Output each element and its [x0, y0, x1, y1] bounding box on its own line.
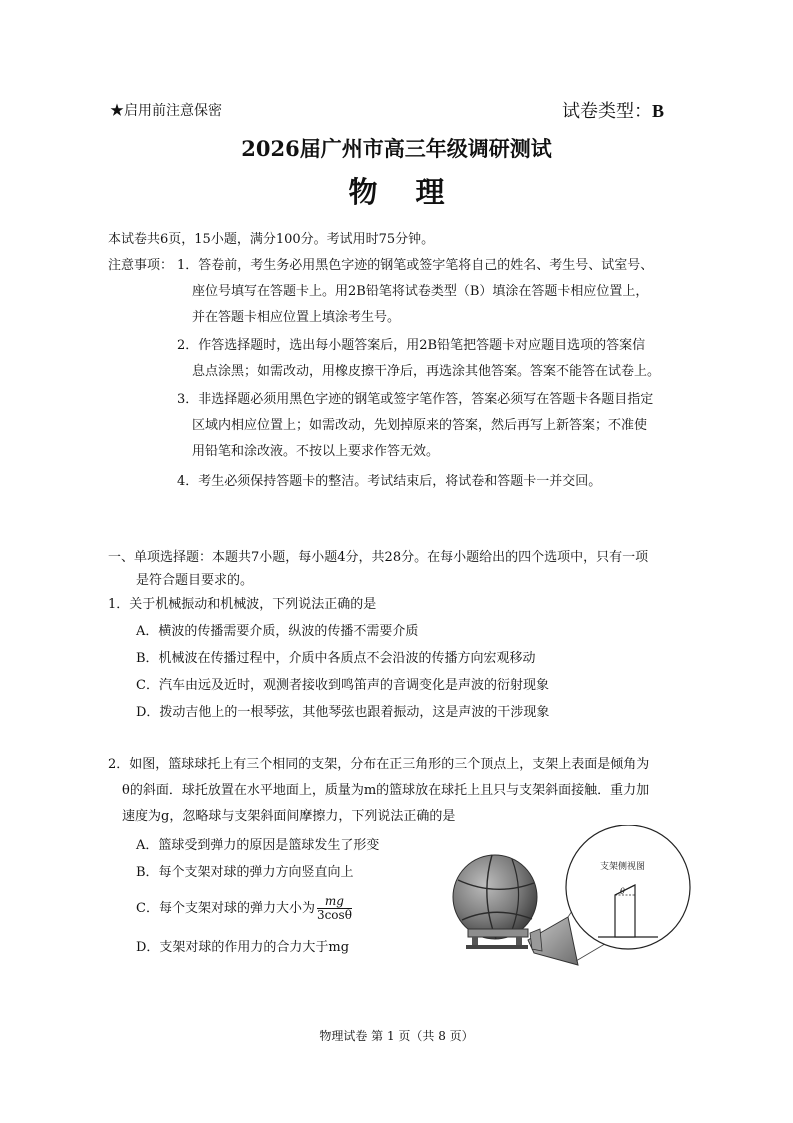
q1-option-d: D．拨动吉他上的一根琴弦，其他琴弦也跟着振动，这是声波的干涉现象	[136, 705, 550, 720]
note-line: 区域内相应位置上；如需改动，先划掉原来的答案，然后再写上新答案；不准使	[192, 418, 648, 433]
question-2-stem: θ的斜面．球托放置在水平地面上，质量为m的篮球放在球托上且只与支架斜面接触．重力加	[122, 783, 650, 798]
figure-svg	[450, 825, 700, 975]
paper-type-value: B	[652, 101, 665, 121]
exam-intro: 本试卷共6页，15小题，满分100分。考试用时75分钟。	[108, 232, 435, 247]
note-line: 4．考生必须保持答题卡的整洁。考试结束后，将试卷和答题卡一并交回。	[177, 474, 602, 489]
note-line: 3．非选择题必须用黑色字迹的钢笔或签字笔作答，答案必须写在答题卡各题目指定	[177, 392, 654, 407]
force-fraction	[317, 895, 352, 922]
paper-type-label: 试卷类型：	[562, 101, 652, 122]
paper-type	[562, 97, 664, 123]
note-line: 用铅笔和涂改液。不按以上要求作答无效。	[192, 444, 440, 459]
q1-option-c: C．汽车由远及近时，观测者接收到鸣笛声的音调变化是声波的衍射现象	[136, 678, 549, 693]
note-line: 并在答题卡相应位置上填涂考生号。	[192, 310, 401, 325]
subject-title: 物理	[348, 175, 483, 209]
exam-title: 2026届广州市高三年级调研测试	[241, 136, 552, 161]
note-line: 1．答卷前，考生务必用黑色字迹的钢笔或签字笔将自己的姓名、考生号、试室号、	[177, 258, 654, 273]
question-2-stem: 速度为g，忽略球与支架斜面间摩擦力，下列说法正确的是	[122, 809, 456, 824]
q1-option-a: A．横波的传播需要介质，纵波的传播不需要介质	[136, 624, 419, 639]
page-footer: 物理试卷 第 1 页（共 8 页）	[319, 1029, 474, 1043]
fraction-numerator: mg	[317, 895, 352, 909]
note-line: 2．作答选择题时，选出每小题答案后，用2B铅笔把答题卡对应题目选项的答案信	[177, 338, 646, 353]
basketball-stand-figure	[450, 825, 700, 979]
q2-option-b: B．每个支架对球的弹力方向竖直向上	[136, 865, 354, 880]
section-heading-cont: 是符合题目要求的。	[136, 573, 254, 588]
theta-label: θ	[620, 887, 625, 896]
side-view-callout	[566, 825, 690, 949]
figure-caption: 支架侧视图	[600, 862, 646, 872]
notes-label: 注意事项：	[108, 258, 174, 273]
question-1-stem: 1．关于机械振动和机械波，下列说法正确的是	[108, 597, 377, 612]
q2-option-c-text: C．每个支架对球的弹力大小为	[136, 901, 315, 916]
note-line: 座位号填写在答题卡上。用2B铅笔将试卷类型（B）填涂在答题卡相应位置上，	[192, 284, 649, 299]
question-2-stem: 2．如图，篮球球托上有三个相同的支架，分布在正三角形的三个顶点上，支架上表面是倾角为	[108, 757, 650, 772]
q1-option-b: B．机械波在传播过程中，介质中各质点不会沿波的传播方向宏观移动	[136, 651, 536, 666]
q2-option-c	[136, 895, 352, 922]
q2-option-a: A．篮球受到弹力的原因是篮球发生了形变	[136, 838, 380, 853]
note-line: 息点涂黑；如需改动，用橡皮擦干净后，再选涂其他答案。答案不能答在试卷上。	[192, 364, 661, 379]
section-heading: 一、单项选择题：本题共7小题，每小题4分，共28分。在每小题给出的四个选项中，只有一项	[108, 550, 649, 565]
confidential-notice: ★启用前注意保密	[110, 103, 222, 119]
q2-option-d: D．支架对球的作用力的合力大于mg	[136, 940, 350, 955]
fraction-denominator: 3cosθ	[316, 908, 352, 922]
basketball-icon	[453, 855, 537, 939]
